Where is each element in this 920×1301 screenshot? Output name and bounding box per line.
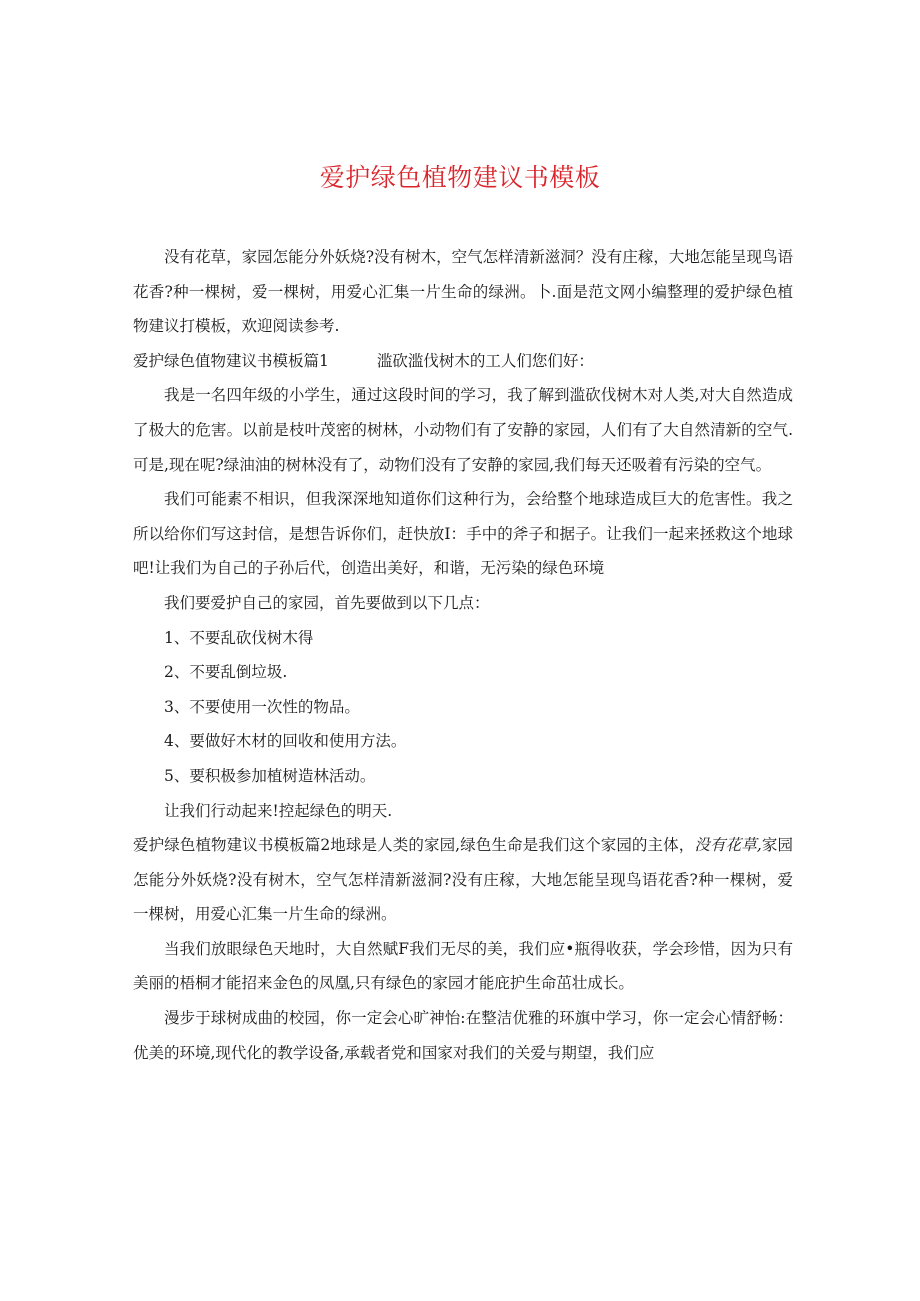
section2-rest: 家园怎能分外妖烧?没有树木，空气怎样清新滋洞?没有庄稼，大地怎能呈现鸟语花香?种一棵树，爱一棵树，用爱心汇集一片生命的绿洲。 [133,836,793,924]
section1-heading-line [133,344,793,379]
list-item: 5、要积极参加植树造林活动。 [164,766,376,785]
section2-paragraph: 当我们放眼绿色天地时，大自然赋F我们无尽的美，我们应•瓶得收获，学会珍惜，因为只有美丽的梧桐才能招来金色的凤凰,只有绿色的家园才能庇护生命茁壮成长。 [133,939,793,993]
section2-italic-phrase: 没有花草, [694,836,762,855]
list-item: 2、不要乱倒垃圾. [164,663,288,682]
section2-paragraph: 漫步于球树成曲的校园，你一定会心旷神怡:在整洁优雅的环旗中学习，你一定会心情舒畅：优美的环境,现代化的教学设备,承载者党和国家对我们的关爱与期望，我们应 [133,1009,793,1062]
list-item: 1、不要乱砍伐树木得 [164,628,314,647]
section1-paragraph: 我们要爱护自己的家园，首先要做到以下几点： [164,593,490,612]
section1-heading: 爱护绿色值物建议书模板篇1 [133,351,329,370]
intro-paragraph: 没有花草，家园怎能分外妖烧?没有树木，空气怎样清新滋洞？没有庄稼，大地怎能呈现鸟语花香?种一棵树，爱一棵树，用爱心汇集一片生命的绿洲。卜.面是范文网小编整理的爱护绿色植物建议打模板，欢迎阅读参考. [133,248,793,336]
section1-salutation: 滥砍滥伐树木的工人们您们好： [376,351,594,370]
section1-closing: 让我们行动起来!控起绿色的明天. [164,801,393,820]
document-body [133,240,793,1070]
section2-intro-paragraph [133,828,793,932]
list-item: 4、要做好木材的回收和使用方法。 [164,732,407,751]
section2-lead: 爱护绿色植物建议书模板篇2地球是人类的家园,绿色生命是我们这个家园的主体， [133,836,695,855]
document-title: 爱护绿色植物建议书模板 [319,163,601,192]
section1-paragraph: 我们可能素不相识，但我深深地知道你们这种行为，会给整个地球造成巨大的危害性。我之所以给你们写这封信，是想告诉你们，赶快放I：手中的斧子和据子。让我们一起来拯救这个地球吧!让我们为自己的子孙后代，创造出美好，和谐，无污染的绿色环境 [133,490,793,578]
section1-paragraph: 我是一名四年级的小学生，通过这段时间的学习，我了解到滥砍伐树木对人类,对大自然造成了极大的危害。以前是枝叶茂密的树林，小动物们有了安静的家园，人们有了大自然清新的空气.可是,现在呢?绿油油的树林没有了，动物们没有了安静的家园,我们每天还吸着有污染的空气。 [133,386,793,474]
list-item: 3、不要使用一次性的物品。 [164,697,360,716]
